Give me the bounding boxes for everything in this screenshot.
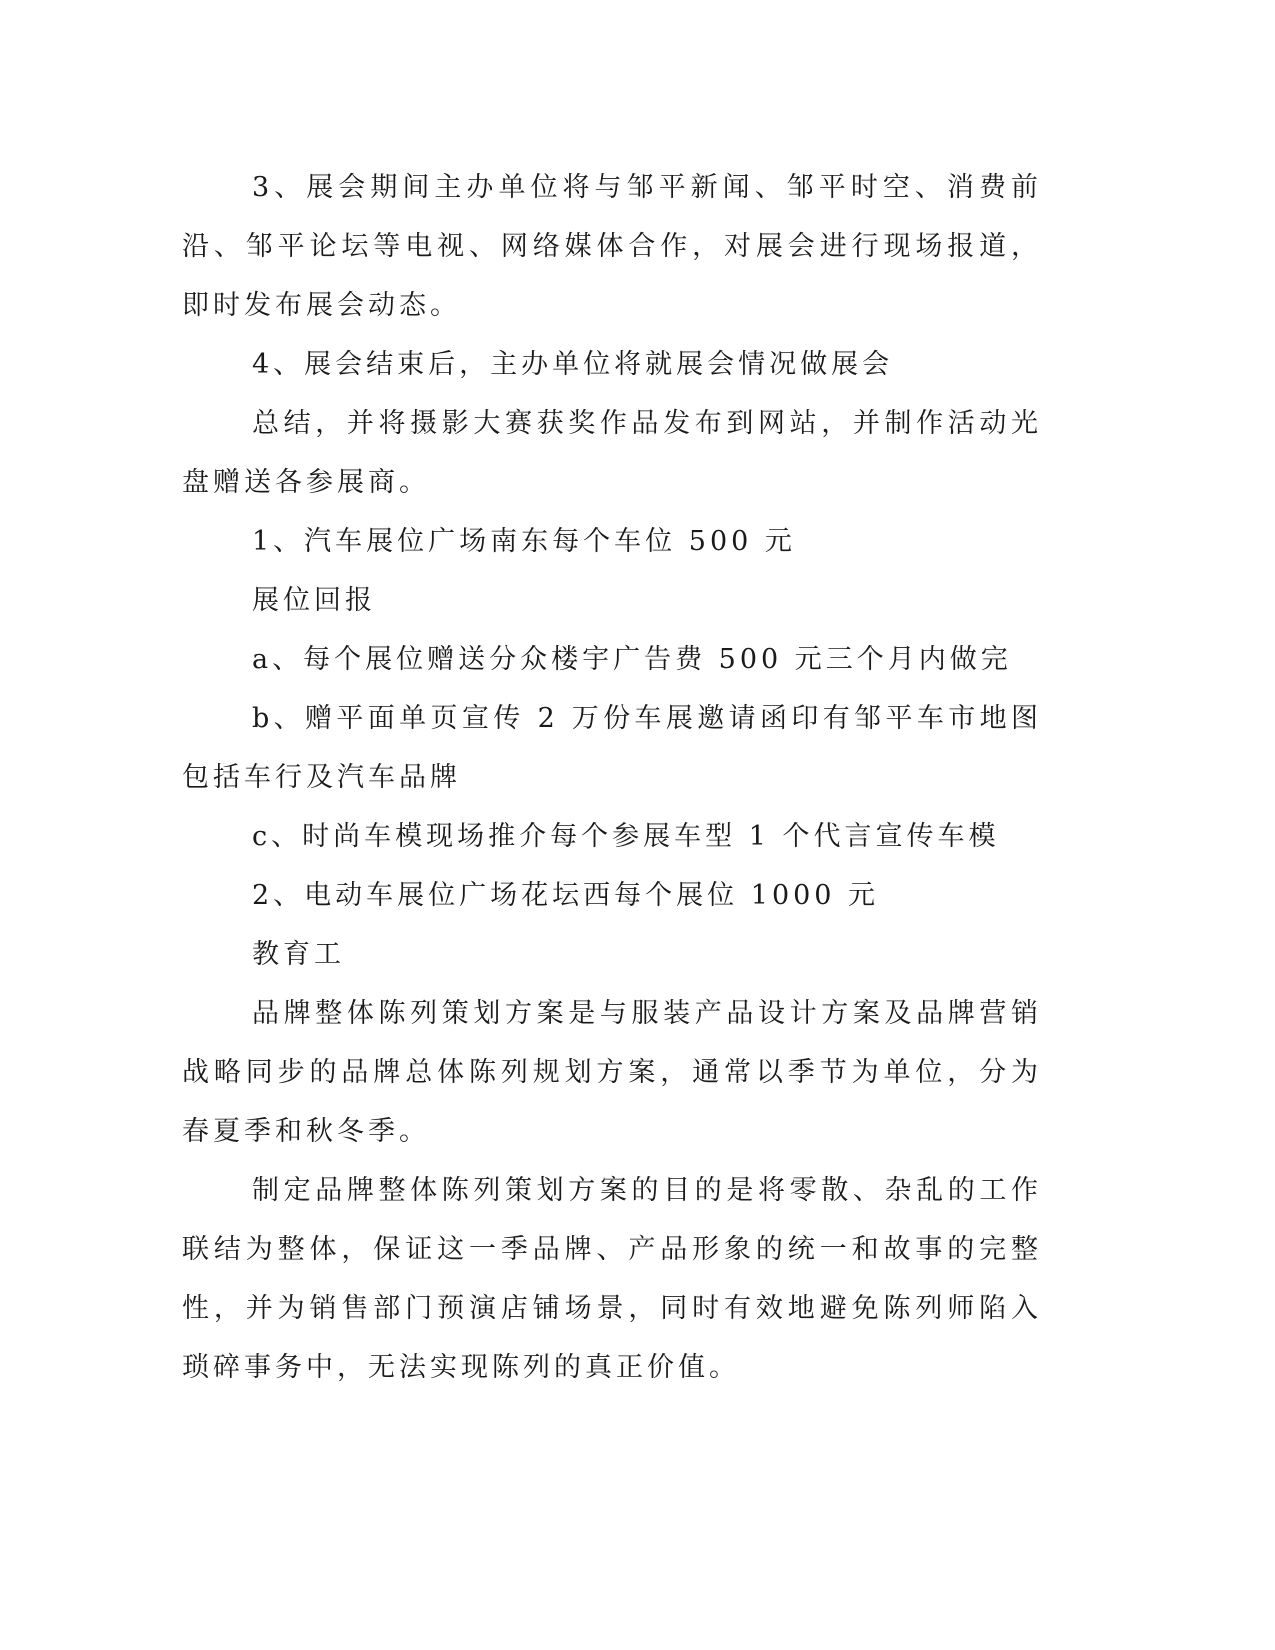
paragraph-return-c: c、时尚车模现场推介每个参展车型 1 个代言宣传车模 (252, 821, 1000, 852)
paragraph-media-coverage: 3、展会期间主办单位将与邹平新闻、邹平时空、消费前沿、邹平论坛等电视、网络媒体合作，对展会进行现场报道，即时发布展会动态。 (182, 172, 1042, 321)
paragraph-display-plan-purpose: 制定品牌整体陈列策划方案的目的是将零散、杂乱的工作联结为整体，保证这一季品牌、产品形象的统一和故事的完整性，并为销售部门预演店铺场景，同时有效地避免陈列师陷入琐碎事务中，无法实现陈列的真正价值。 (182, 1175, 1042, 1383)
paragraph-display-plan-definition: 品牌整体陈列策划方案是与服装产品设计方案及品牌营销战略同步的品牌总体陈列规划方案，通常以季节为单位，分为春夏季和秋冬季。 (182, 998, 1042, 1147)
paragraph-booth-return-heading: 展位回报 (252, 585, 376, 616)
paragraph-education: 教育工 (252, 939, 345, 970)
paragraph-return-b: b、赠平面单页宣传 2 万份车展邀请函印有邹平车市地图包括车行及汽车品牌 (182, 703, 1042, 793)
paragraph-return-a: a、每个展位赠送分众楼宇广告费 500 元三个月内做完 (252, 644, 1012, 675)
document-body (182, 158, 1042, 1397)
paragraph-post-exhibition: 4、展会结束后，主办单位将就展会情况做展会 (252, 349, 894, 380)
paragraph-summary: 总结，并将摄影大赛获奖作品发布到网站，并制作活动光盘赠送各参展商。 (182, 408, 1042, 498)
paragraph-car-booth-price: 1、汽车展位广场南东每个车位 500 元 (252, 526, 796, 557)
paragraph-ebike-booth-price: 2、电动车展位广场花坛西每个展位 1000 元 (252, 880, 880, 911)
